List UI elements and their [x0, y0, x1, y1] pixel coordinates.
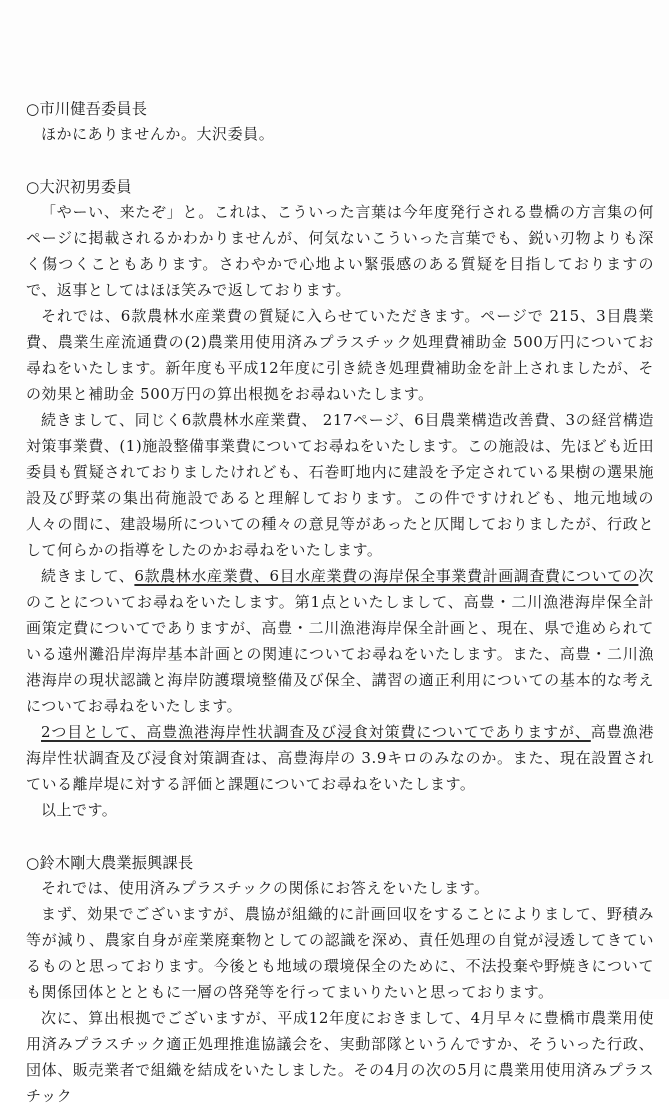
chairman-remark: ほかにありませんか。大沢委員。 [41, 125, 275, 143]
osawa-closing: 以上です。 [41, 801, 118, 819]
speaker-heading-chairman: ○市川健吾委員長 [26, 100, 148, 118]
osawa-paragraph-4 [26, 563, 654, 719]
suzuki-paragraph-2: まず、効果でございますが、農協が組織的に計画回収をすることによりまして、野積み等が減り、農家自身が産業廃棄物としての認識を深め、責任処理の自覚が浸透してきているものと思っております。今後とも地域の環境保全のために、不法投棄や野焼きについても関係団体ととともに一層の啓発等を行ってまいりたいと思っております。 [26, 905, 654, 1001]
osawa-paragraph-4-body: 次のことについてお尋ねをいたします。第1点といたしまして、高豊・二川漁港海岸保全計画策定費についてでありますが、高豊・二川漁港海岸保全計画と、現在、県で進められている遠州灘沿岸海岸基本計画との関連についてお尋ねをいたします。また、高豊・二川漁港海岸の現状認識と海岸防護環境整備及び保全、講習の適正利用についての基本的な考えについてお尋ねをいたします。 [26, 567, 654, 715]
osawa-paragraph-4-lead: 続きまして、 [41, 567, 135, 585]
osawa-paragraph-5-body: 高豊漁港海岸性状調査及び浸食対策調査は、高豊海岸の 3.9キロのみなのか。また、現在設置されている離岸堤に対する評価と課題についてお尋ねをいたします。 [26, 723, 654, 793]
minutes-body [26, 97, 654, 1109]
underlined-phrase-coastal-survey: 6款農林水産業費、6目水産業費の海岸保全事業費計画調査費についての [134, 567, 639, 585]
osawa-paragraph-5 [26, 719, 654, 797]
osawa-paragraph-1: 「やーい、来たぞ」と。これは、こういった言葉は今年度発行される豊橋の方言集の何ページに掲載されるかわかりませんが、何気ないこういった言葉でも、鋭い刃物よりも深く傷つくこともあります。さわやかで心地よい緊張感のある質疑を目指しておりますので、返事としてはほほ笑みで返しております。 [26, 203, 654, 299]
osawa-paragraph-3: 続きまして、同じく6款農林水産業費、 217ページ、6目農業構造改善費、3の経営構造対策事業費、(1)施設整備事業費についてお尋ねをいたします。この施設は、先ほども近田委員も質疑されておりましたけれども、石巻町地内に建設を予定されている果樹の選果施設及び野菜の集出荷施設であると理解しております。この件ですけれども、地元地域の人々の間に、建設場所についての種々の意見等があったと仄聞しておりましたが、行政として何らかの指導をしたのかお尋ねをいたします。 [26, 411, 654, 559]
osawa-paragraph-2: それでは、6款農林水産業費の質疑に入らせていただきます。ページで 215、3目農業費、農業生産流通費の(2)農業用使用済みプラスチック処理費補助金 500万円についてお尋ねをいたします。新年度も平成12年度に引き続き処理費補助金を計上されましたが、その効果と補助金 500万円の算出根拠をお尋ねいたします。 [26, 307, 654, 403]
suzuki-paragraph-3: 次に、算出根拠でございますが、平成12年度におきまして、4月早々に豊橋市農業用使用済みプラスチック適正処理推進協議会を、実動部隊というんですか、そういった行政、団体、販売業者で組織を結成をいたしました。その4月の次の5月に農業用使用済みプラスチック [26, 1009, 654, 1105]
suzuki-paragraph-1: それでは、使用済みプラスチックの関係にお答えをいたします。 [41, 879, 490, 897]
underlined-phrase-erosion-survey: 2つ目として、高豊漁港海岸性状調査及び浸食対策費についてでありますが、 [41, 723, 591, 741]
speaker-heading-suzuki: ○鈴木剛大農業振興課長 [26, 854, 194, 872]
speaker-heading-osawa: ○大沢初男委員 [26, 178, 132, 196]
